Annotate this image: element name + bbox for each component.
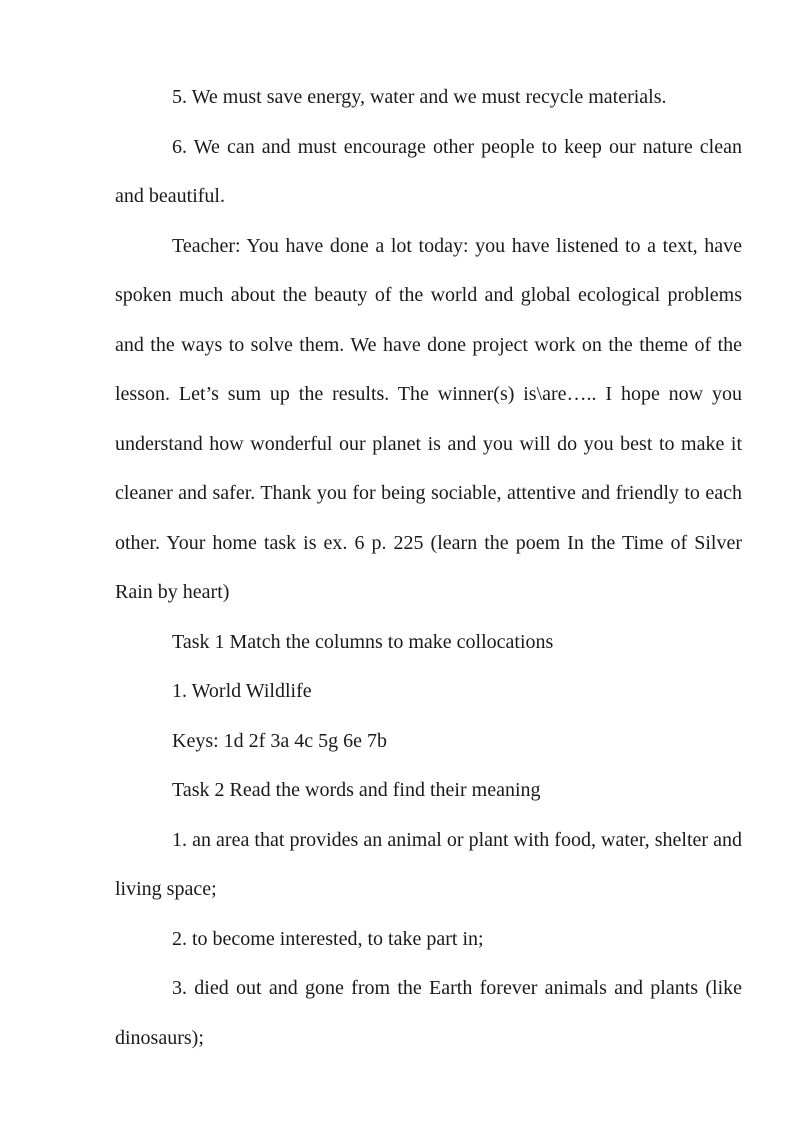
document-body [115,73,742,1063]
task-2-item-3: 3. died out and gone from the Earth forever animals and plants (like dinosaurs); [115,977,742,1049]
list-item-save-energy: 5. We must save energy, water and we must recycle materials. [172,86,667,108]
task-2-item-2: 2. to become interested, to take part in; [172,927,484,950]
task-1-heading: Task 1 Match the columns to make collocations [172,630,554,653]
list-item-encourage-people: 6. We can and must encourage other people to keep our nature clean and beautiful. [115,135,742,207]
task-2-heading: Task 2 Read the words and find their meaning [172,779,541,801]
task-2-item-1: 1. an area that provides an animal or plant with food, water, shelter and living space; [115,828,742,900]
task-1-keys: Keys: 1d 2f 3a 4c 5g 6e 7b [172,729,387,752]
teacher-paragraph: Teacher: You have done a lot today: you have listened to a text, have spoken much about the beauty of the world and global ecological problems and the ways to solve them. We have done project work on the theme of the lesson. Let’s sum up the results. The winner(s) is\are….. I hope now you understand how wonderful our planet is and you will do you best to make it cleaner and safer. Thank you for being sociable, attentive and friendly to each other. Your home task is ex. 6 p. 225 (learn the poem In the Time of Silver Rain by heart) [115,234,742,603]
task-1-item-world-wildlife: 1. World Wildlife [172,680,312,702]
